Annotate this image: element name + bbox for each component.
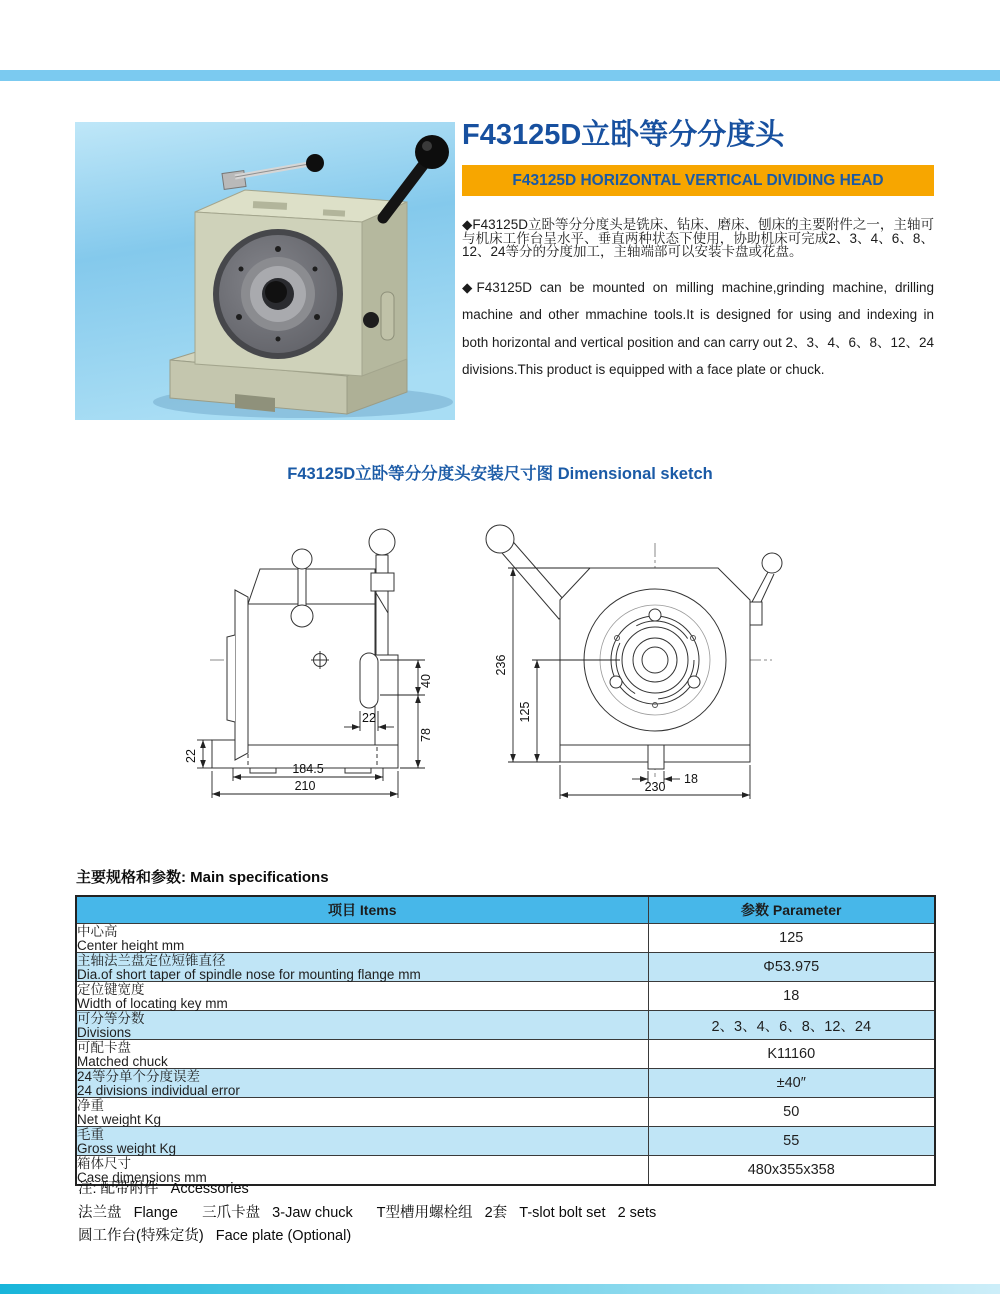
item-value: ±40″	[648, 1069, 935, 1098]
column-header-items: 项目 Items	[76, 896, 648, 924]
dim-210: 210	[294, 779, 316, 793]
table-row	[76, 924, 935, 953]
note-line: 圆工作台(特殊定货) Face plate (Optional)	[78, 1228, 352, 1244]
english-title-banner: F43125D HORIZONTAL VERTICAL DIVIDING HEAD	[462, 165, 934, 196]
item-value: Φ53.975	[648, 953, 935, 982]
accessories-notes	[78, 1178, 656, 1249]
dim-22-slot: 22	[362, 711, 376, 725]
item-cn: 主轴法兰盘定位短锥直径	[77, 953, 226, 968]
item-cn: 箱体尺寸	[77, 1156, 131, 1171]
dim-18: 18	[684, 772, 698, 786]
dim-78: 78	[419, 728, 433, 742]
item-en: Net weight Kg	[77, 1111, 162, 1127]
note-line: 法兰盘 Flange 三爪卡盘 3-Jaw chuck T型槽用螺栓组 2套 T-slot bolt set 2 sets	[78, 1204, 657, 1221]
item-cn: 定位键宽度	[77, 982, 145, 997]
table-row	[76, 1098, 935, 1127]
item-en: 24 divisions individual error	[77, 1082, 240, 1098]
item-en: Center height mm	[77, 937, 185, 953]
item-en: Gross weight Kg	[77, 1140, 177, 1156]
dim-125: 125	[518, 701, 532, 723]
note-line: 注: 配带附件 Accessories	[78, 1181, 249, 1197]
item-cn: 24等分单个分度误差	[77, 1069, 201, 1084]
item-en: Divisions	[77, 1024, 132, 1040]
intro-paragraph-cn: ◆F43125D立卧等分分度头是铣床、钻床、磨床、刨床的主要附件之一，主轴可与机床工作台呈水平、垂直两种状态下使用，协助机床可完成2、3、4、6、8、12、24等分的分度加工，主轴端部可以安装卡盘或花盘。	[462, 217, 934, 259]
bottom-accent-bar	[0, 1284, 1000, 1294]
item-cn: 可配卡盘	[77, 1040, 131, 1055]
item-value: 125	[648, 924, 935, 953]
item-cn: 毛重	[77, 1127, 104, 1142]
item-cn: 可分等分数	[77, 1011, 145, 1026]
dim-230: 230	[644, 780, 666, 794]
item-value: 55	[648, 1127, 935, 1156]
technical-drawing	[100, 515, 900, 815]
product-intro	[462, 112, 934, 384]
dim-40: 40	[419, 674, 433, 688]
dim-184-5: 184.5	[292, 762, 324, 776]
top-accent-bar	[0, 70, 1000, 81]
specs-heading	[76, 866, 329, 887]
table-header-row	[76, 896, 935, 924]
item-cn: 中心高	[77, 924, 118, 939]
column-header-parameter: 参数 Parameter	[648, 896, 935, 924]
specs-table	[75, 895, 936, 1186]
table-row	[76, 1069, 935, 1098]
product-photo	[75, 122, 455, 420]
item-value: 50	[648, 1098, 935, 1127]
item-en: Width of locating key mm	[77, 995, 228, 1011]
dim-236: 236	[494, 654, 508, 676]
item-en: Dia.of short taper of spindle nose for mounting flange mm	[77, 966, 421, 982]
table-row	[76, 1127, 935, 1156]
table-row	[76, 982, 935, 1011]
item-value: 480x355x358	[648, 1156, 935, 1186]
dim-22-base: 22	[184, 749, 198, 763]
dimensional-sketch-heading: F43125D立卧等分分度头安装尺寸图 Dimensional sketch	[287, 465, 713, 483]
table-row	[76, 953, 935, 982]
table-row	[76, 1040, 935, 1069]
item-value: K11160	[648, 1040, 935, 1069]
item-en: Matched chuck	[77, 1053, 168, 1069]
specs-heading-cn: 主要规格和参数:	[76, 869, 186, 886]
intro-paragraph-en: ◆F43125D can be mounted on milling machine,grinding machine, drilling machine and other mmachine tools.It is designed for using and indexing in both horizontal and vertical position and can carry out 2、3、4、6、8、12、24 divisions.This product is equipped with a face plate or chuck.	[462, 279, 935, 377]
specs-heading-en: Main specifications	[190, 869, 329, 886]
page-title: F43125D立卧等分分度头	[462, 119, 785, 151]
item-value: 2、3、4、6、8、12、24	[648, 1011, 935, 1040]
table-row	[76, 1011, 935, 1040]
item-value: 18	[648, 982, 935, 1011]
item-en: Case dimensions mm	[77, 1169, 207, 1185]
item-cn: 净重	[77, 1098, 104, 1113]
